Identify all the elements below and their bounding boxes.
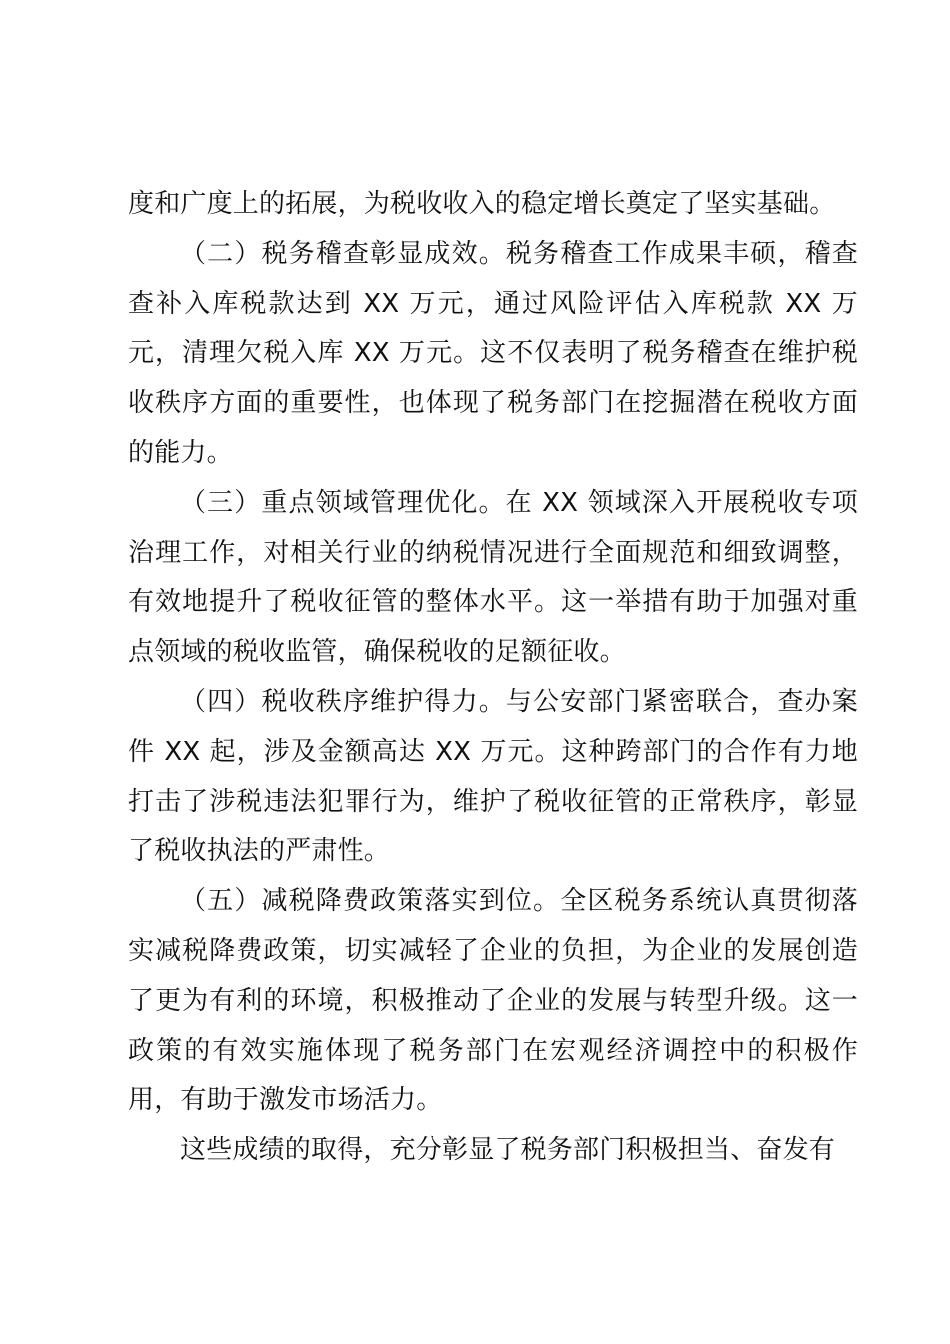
document-body	[128, 180, 858, 1176]
paragraph-tax-inspection: （二）税务稽查彰显成效。税务稽查工作成果丰硕，稽查查补入库税款达到 XX 万元，通过风险评估入库税款 XX 万元，清理欠税入库 XX 万元。这不仅表明了税务稽查在维护税收秩序方面的重要性，也体现了税务部门在挖掘潜在税收方面的能力。	[128, 238, 858, 468]
paragraph-tax-order: （四）税收秩序维护得力。与公安部门紧密联合，查办案件 XX 起，涉及金额高达 XX 万元。这种跨部门的合作有力地打击了涉税违法犯罪行为，维护了税收征管的正常秩序，彰显了税收执法的严肃性。	[128, 686, 858, 867]
paragraph-achievements: 这些成绩的取得，充分彰显了税务部门积极担当、奋发有	[180, 1135, 836, 1166]
paragraph-key-areas: （三）重点领域管理优化。在 XX 领域深入开展税收专项治理工作，对相关行业的纳税情况进行全面规范和细致调整，有效地提升了税收征管的整体水平。这一举措有助于加强对重点领域的税收监管，确保税收的足额征收。	[128, 487, 858, 668]
paragraph-continuation: 度和广度上的拓展，为税收收入的稳定增长奠定了坚实基础。	[128, 189, 836, 219]
paragraph-tax-reduction: （五）减税降费政策落实到位。全区税务系统认真贯彻落实减税降费政策，切实减轻了企业的负担，为企业的发展创造了更为有利的环境，积极推动了企业的发展与转型升级。这一政策的有效实施体现了税务部门在宏观经济调控中的积极作用，有助于激发市场活力。	[128, 886, 858, 1116]
